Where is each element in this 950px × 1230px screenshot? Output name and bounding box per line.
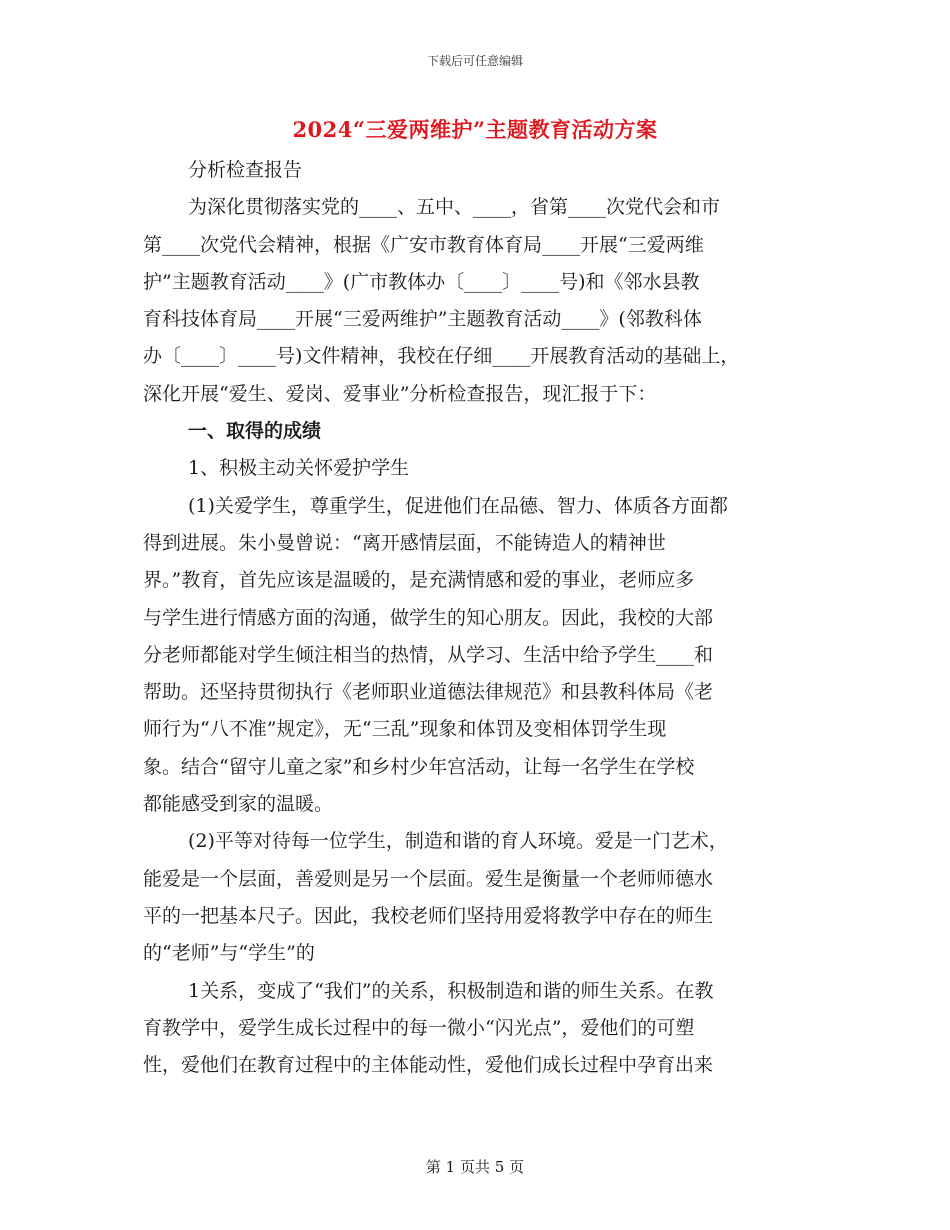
paragraph-line: 师行为“八不准”规定》，无“三乱”现象和体罚及变相体罚学生现 <box>143 718 667 741</box>
document-body <box>143 152 808 1084</box>
paragraph-line: 第____次党代会精神，根据《广安市教育体育局____开展“三爱两维 <box>143 233 704 256</box>
paragraph-line: 的“老师”与“学生”的 <box>143 942 315 965</box>
subsection-heading: 1、积极主动关怀爱护学生 <box>188 457 410 480</box>
paragraph-line: 办〔____〕____号)文件精神，我校在仔细____开展教育活动的基础上， <box>143 345 740 368</box>
paragraph-line: 界。”教育，首先应该是温暖的，是充满情感和爱的事业，老师应多 <box>143 569 695 592</box>
paragraph-line: 都能感受到家的温暖。 <box>143 793 334 816</box>
paragraph-line: 育科技体育局____开展“三爱两维护”主题教育活动____》(邻教科体 <box>143 308 702 331</box>
paragraph-line: (2)平等对待每一位学生，制造和谐的育人环境。爱是一门艺术， <box>188 830 728 853</box>
paragraph-line: 性，爱他们在教育过程中的主体能动性，爱他们成长过程中孕育出来 <box>143 1054 714 1077</box>
section-heading: 一、取得的成绩 <box>188 420 322 443</box>
paragraph-line: 象。结合“留守儿童之家”和乡村少年宫活动，让每一名学生在学校 <box>143 755 695 778</box>
subtitle-line: 分析检查报告 <box>188 159 303 181</box>
header-note: 下载后可任意编辑 <box>426 54 523 68</box>
paragraph-line: 得到进展。朱小曼曾说：“离开感情层面，不能铸造人的精神世 <box>143 531 666 554</box>
page-footer: 第 1 页共 5 页 <box>425 1158 525 1176</box>
paragraph-line: 1关系，变成了“我们”的关系，积极制造和谐的师生关系。在教 <box>188 979 714 1002</box>
paragraph-line: 与学生进行情感方面的沟通，做学生的知心朋友。因此，我校的大部 <box>143 606 714 629</box>
document-title: 2024“三爱两维护”主题教育活动方案 <box>292 117 658 142</box>
paragraph-line: 深化开展“爱生、爱岗、爱事业”分析检查报告，现汇报于下： <box>143 382 657 405</box>
paragraph-line: 育教学中，爱学生成长过程中的每一微小“闪光点”，爱他们的可塑 <box>143 1016 695 1039</box>
paragraph-line: 平的一把基本尺子。因此，我校老师们坚持用爱将教学中存在的师生 <box>143 904 714 927</box>
paragraph-line: 为深化贯彻落实党的____、五中、____，省第____次党代会和市 <box>188 196 721 219</box>
paragraph-line: 能爱是一个层面，善爱则是另一个层面。爱生是衡量一个老师师德水 <box>143 867 714 890</box>
paragraph-line: 帮助。还坚持贯彻执行《老师职业道德法律规范》和县教科体局《老 <box>143 681 714 704</box>
paragraph-line: 护”主题教育活动____》(广市教体办〔____〕____号)和《邻水县教 <box>143 270 700 293</box>
paragraph-line: (1)关爱学生，尊重学生，促进他们在品德、智力、体质各方面都 <box>188 494 728 517</box>
paragraph-line: 分老师都能对学生倾注相当的热情，从学习、生活中给予学生____和 <box>143 643 714 666</box>
